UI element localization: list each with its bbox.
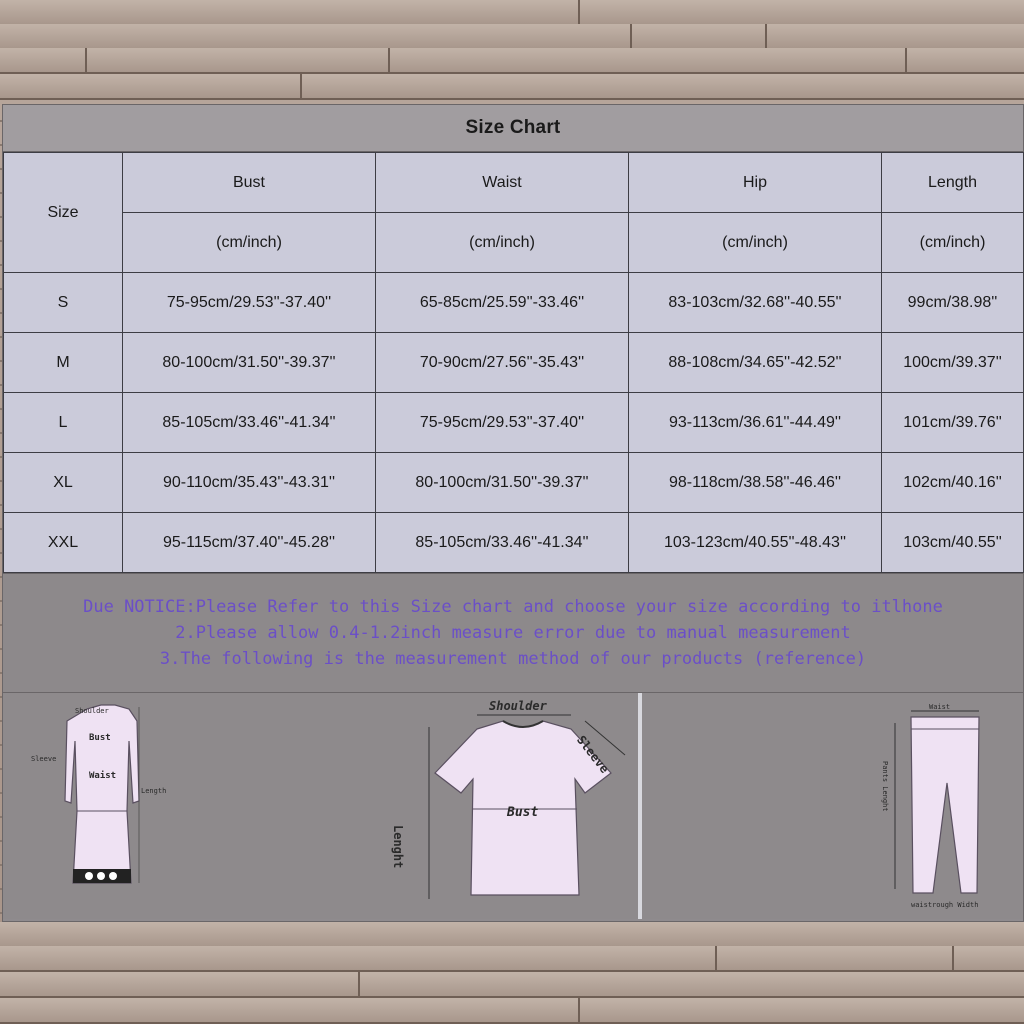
length-cell: 99cm/38.98'' bbox=[882, 273, 1024, 333]
unit-label: (cm/inch) bbox=[123, 213, 376, 273]
bust-cell: 90-110cm/35.43''-43.31'' bbox=[123, 453, 376, 513]
unit-label: (cm/inch) bbox=[882, 213, 1024, 273]
notice-line: 3.The following is the measurement method of our products (reference) bbox=[159, 649, 867, 669]
dress-figure bbox=[29, 701, 189, 901]
unit-label: (cm/inch) bbox=[376, 213, 629, 273]
hip-cell: 88-108cm/34.65''-42.52'' bbox=[629, 333, 882, 393]
dress-bust-label: Bust bbox=[89, 733, 111, 743]
size-cell: L bbox=[4, 393, 123, 453]
panel-divider bbox=[638, 693, 642, 919]
column-header-hip: Hip bbox=[629, 153, 882, 213]
dress-sleeve-label: Sleeve bbox=[31, 755, 57, 763]
dress-shoulder-label: Shoulder bbox=[75, 707, 109, 715]
measurement-illustrations bbox=[3, 693, 1023, 919]
pants-hip-label: waistrough Width bbox=[911, 901, 979, 909]
size-cell: XXL bbox=[4, 513, 123, 573]
dress-length-label: Length bbox=[141, 787, 167, 795]
column-header-bust: Bust bbox=[123, 153, 376, 213]
column-header-waist: Waist bbox=[376, 153, 629, 213]
table-row bbox=[4, 333, 1024, 393]
pants-figure bbox=[883, 703, 993, 913]
waist-cell: 70-90cm/27.56''-35.43'' bbox=[376, 333, 629, 393]
hip-cell: 98-118cm/38.58''-46.46'' bbox=[629, 453, 882, 513]
length-cell: 100cm/39.37'' bbox=[882, 333, 1024, 393]
length-cell: 101cm/39.76'' bbox=[882, 393, 1024, 453]
pants-waist-label: Waist bbox=[929, 703, 951, 711]
size-header: Size bbox=[4, 153, 123, 273]
column-header-length: Length bbox=[882, 153, 1024, 213]
length-cell: 103cm/40.55'' bbox=[882, 513, 1024, 573]
chart-title: Size Chart bbox=[465, 117, 561, 138]
table-row bbox=[4, 453, 1024, 513]
bust-cell: 85-105cm/33.46''-41.34'' bbox=[123, 393, 376, 453]
waist-cell: 85-105cm/33.46''-41.34'' bbox=[376, 513, 629, 573]
size-chart bbox=[2, 104, 1024, 922]
tshirt-figure bbox=[415, 699, 635, 909]
notice-line: Due NOTICE:Please Refer to this Size chart and choose your size according to itlhone bbox=[83, 597, 943, 617]
waist-cell: 80-100cm/31.50''-39.37'' bbox=[376, 453, 629, 513]
size-cell: S bbox=[4, 273, 123, 333]
table-row bbox=[4, 273, 1024, 333]
length-cell: 102cm/40.16'' bbox=[882, 453, 1024, 513]
bust-cell: 75-95cm/29.53''-37.40'' bbox=[123, 273, 376, 333]
waist-cell: 65-85cm/25.59''-33.46'' bbox=[376, 273, 629, 333]
tshirt-shoulder-label: Shoulder bbox=[489, 699, 547, 713]
pants-length-label: Pants Lenght bbox=[881, 761, 889, 812]
title-bar bbox=[3, 105, 1023, 152]
unit-label: (cm/inch) bbox=[629, 213, 882, 273]
hip-cell: 103-123cm/40.55''-48.43'' bbox=[629, 513, 882, 573]
unit-row bbox=[4, 213, 1024, 273]
header-row bbox=[4, 153, 1024, 213]
tshirt-length-label: Lenght bbox=[391, 825, 405, 869]
hip-cell: 83-103cm/32.68''-40.55'' bbox=[629, 273, 882, 333]
dress-waist-label: Waist bbox=[89, 771, 117, 781]
notice-line: 2.Please allow 0.4-1.2inch measure error due to manual measurement bbox=[175, 623, 851, 643]
size-table bbox=[3, 152, 1024, 573]
tshirt-sleeve-label: Sleeve bbox=[573, 733, 612, 776]
hip-cell: 93-113cm/36.61''-44.49'' bbox=[629, 393, 882, 453]
notice-box bbox=[3, 573, 1023, 693]
bust-cell: 80-100cm/31.50''-39.37'' bbox=[123, 333, 376, 393]
table-row bbox=[4, 513, 1024, 573]
bust-cell: 95-115cm/37.40''-45.28'' bbox=[123, 513, 376, 573]
tshirt-bust-label: Bust bbox=[507, 805, 539, 820]
size-cell: XL bbox=[4, 453, 123, 513]
size-cell: M bbox=[4, 333, 123, 393]
table-row bbox=[4, 393, 1024, 453]
waist-cell: 75-95cm/29.53''-37.40'' bbox=[376, 393, 629, 453]
